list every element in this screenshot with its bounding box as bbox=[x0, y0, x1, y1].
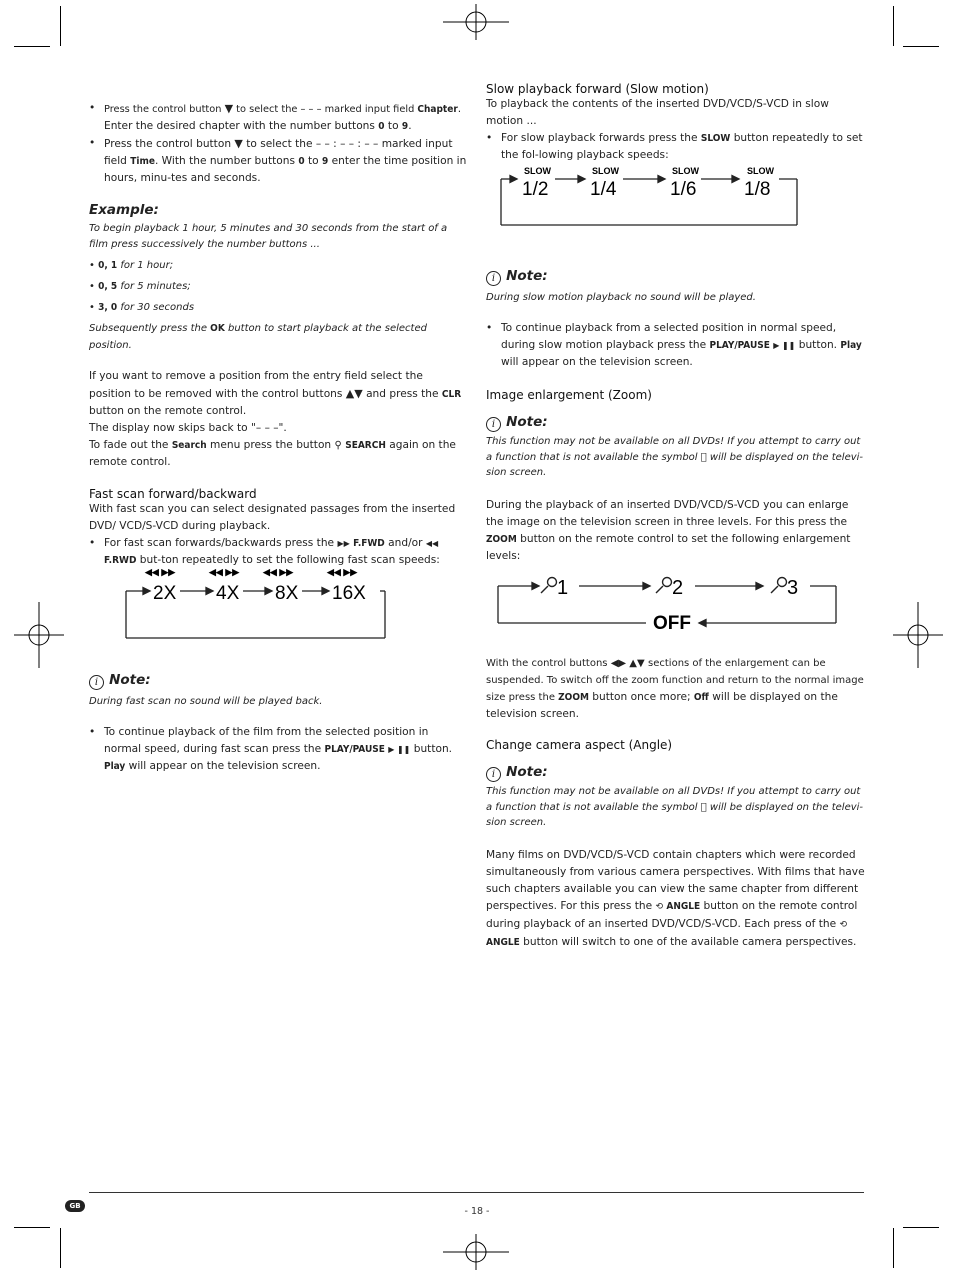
display-skips-text: The display now skips back to "– – –". bbox=[89, 422, 287, 434]
registration-mark-left bbox=[14, 602, 64, 668]
example-item: • 0, 5 for 5 minutes; bbox=[89, 281, 191, 292]
note-fast: i Note: bbox=[89, 669, 467, 690]
registration-mark-bottom bbox=[443, 1234, 509, 1270]
fast-scan-text: With fast scan you can select designated passages from the inserted DVD/ VCD/S-VCD during playback. bbox=[89, 503, 456, 532]
info-icon: i bbox=[486, 417, 501, 432]
fast-scan-heading: Fast scan forward/backward bbox=[89, 487, 257, 501]
fast-speed: 16X bbox=[332, 583, 366, 604]
slow-heading: Slow playback forward (Slow motion) bbox=[486, 82, 709, 96]
slow-label: SLOW bbox=[747, 166, 774, 176]
zoom-paragraph: During the playback of an inserted DVD/VCD/S-VCD you can enlarge the image on the television screen in three levels. For this press the ZOOM button on the remote control to set the following enlargement levels: bbox=[486, 498, 851, 562]
note-slow: i Note: bbox=[486, 265, 866, 286]
registration-mark-right bbox=[893, 602, 943, 668]
example-heading: Example: bbox=[89, 202, 159, 218]
right-column-mid bbox=[486, 265, 866, 565]
slow-diagram bbox=[495, 162, 805, 230]
magnifier-icon: ⚲ bbox=[334, 440, 342, 451]
slow-bullet: • For slow playback forwards press the SLOW button repeatedly to set the fol-lowing playback speeds: bbox=[486, 132, 863, 161]
fast-scan-icon: ◀◀ ▶▶ bbox=[327, 567, 358, 577]
registration-mark-top bbox=[443, 4, 509, 40]
control-paragraph: With the control buttons ◀▶ ▲▼ sections of the enlargement can be suspended. To switch off the zoom function and return to the normal image size press the ZOOM button once more; Off will be displayed on the television screen. bbox=[486, 658, 864, 720]
zoom-level: 3 bbox=[787, 577, 799, 599]
time-bullet: • Press the control button ▼ to select the – – : – – : – – marked input field Time. With the number buttons 0 to 9 enter the time position in hours, minu-tes and seconds. bbox=[89, 137, 467, 184]
chapter-bullet: • Press the control button ▼ to select the – – – marked input field Chapter. Enter the desired chapter with the number buttons 0 to 9. bbox=[89, 102, 462, 132]
fast-scan-icon: ◀◀ ▶▶ bbox=[145, 567, 176, 577]
info-icon: i bbox=[89, 675, 104, 690]
zoom-level: 1 bbox=[557, 577, 569, 599]
continue-fast-bullet: • To continue playback of the film from the selected position in normal speed, during fast scan press the PLAY/PAUSE ▶ ❚❚ button. Play will appear on the television screen. bbox=[89, 726, 453, 772]
zoom-heading: Image enlargement (Zoom) bbox=[486, 388, 652, 402]
example-item: • 0, 1 for 1 hour; bbox=[89, 260, 174, 271]
camera-icon: ⟲ bbox=[655, 901, 664, 912]
remove-paragraph: If you want to remove a position from the entry field select the position to be removed with the control buttons ▲▼ and press the CLR button on the remote control. bbox=[89, 370, 462, 417]
note-zoom: i Note: bbox=[486, 411, 866, 432]
up-down-triangles-icon: ▲▼ bbox=[345, 387, 363, 400]
zoom-level: 2 bbox=[672, 577, 684, 599]
slow-label: SLOW bbox=[524, 166, 551, 176]
note-zoom-text: This function may not be available on all DVDs! If you attempt to carry out a function that is not available the symbol will be displayed on the televi-sion screen. bbox=[486, 436, 864, 478]
subsequently-text: Subsequently press the OK button to start playback at the selected position. bbox=[89, 323, 427, 351]
info-icon: i bbox=[486, 767, 501, 782]
zoom-diagram bbox=[494, 572, 842, 636]
fast-speed: 2X bbox=[153, 583, 177, 604]
slow-speed: 1/6 bbox=[670, 179, 697, 200]
continue-slow-bullet: • To continue playback from a selected position in normal speed, during slow motion playback press the PLAY/PAUSE ▶ ❚❚ button. Play will appear on the television screen. bbox=[486, 322, 862, 368]
down-triangle-icon: ▼ bbox=[234, 137, 243, 150]
arrow-buttons-icon: ◀▶ ▲▼ bbox=[610, 658, 645, 669]
language-badge: GB bbox=[65, 1200, 85, 1212]
page-number: - 18 - bbox=[464, 1206, 490, 1217]
note-slow-text: During slow motion playback no sound will be played. bbox=[486, 292, 756, 303]
right-column bbox=[486, 82, 866, 164]
footer-rule bbox=[89, 1192, 864, 1193]
note-fast-text: During fast scan no sound will be played back. bbox=[89, 696, 323, 707]
zoom-icon bbox=[548, 578, 557, 587]
slow-label: SLOW bbox=[672, 166, 699, 176]
zoom-off: OFF bbox=[653, 613, 691, 634]
fast-scan-icon: ◀◀ ▶▶ bbox=[263, 567, 294, 577]
slow-label: SLOW bbox=[592, 166, 619, 176]
note-angle: i Note: bbox=[486, 761, 868, 782]
fast-scan-diagram bbox=[118, 562, 398, 644]
angle-heading: Change camera aspect (Angle) bbox=[486, 738, 673, 752]
slow-text: To playback the contents of the inserted DVD/VCD/S-VCD in slow motion ... bbox=[486, 98, 829, 127]
note-angle-text: This function may not be available on all DVDs! If you attempt to carry out a function that is not available the symbol will be displayed on the televi-sion screen. bbox=[486, 786, 864, 828]
left-column-lower bbox=[89, 669, 467, 775]
info-icon: i bbox=[486, 271, 501, 286]
slow-speed: 1/2 bbox=[522, 179, 549, 200]
example-text: To begin playback 1 hour, 5 minutes and 30 seconds from the start of a film press successively the number buttons ... bbox=[89, 223, 448, 250]
fast-speed: 8X bbox=[275, 583, 299, 604]
fast-scan-icon: ◀◀ ▶▶ bbox=[209, 567, 240, 577]
play-pause-icon: ▶ ❚❚ bbox=[388, 745, 411, 754]
zoom-icon bbox=[778, 578, 787, 587]
fast-forward-icon: ▶▶ bbox=[337, 539, 350, 548]
angle-paragraph: Many films on DVD/VCD/S-VCD contain chapters which were recorded simultaneously from various camera perspectives. With films that have such chapters available you can view the same chapter from different perspectives. For this press the ⟲ ANGLE button on the remote control during playback of an inserted DVD/VCD/S-VCD. Each press of the ⟲ ANGLE button will switch to one of the available camera perspectives. bbox=[486, 848, 865, 948]
slow-speed: 1/8 bbox=[744, 179, 771, 200]
fast-scan-bullet: • For fast scan forwards/backwards press the ▶▶ F.FWD and/or ◀◀ F.RWD but-ton repeatedly to set the following fast scan speeds: bbox=[89, 537, 440, 566]
right-column-lower bbox=[486, 655, 868, 951]
fade-out-text: To fade out the Search menu press the button ⚲ SEARCH again on the remote control. bbox=[89, 439, 456, 468]
left-column bbox=[89, 100, 467, 569]
rewind-icon: ◀◀ bbox=[425, 539, 439, 548]
play-pause-icon: ▶ ❚❚ bbox=[773, 341, 796, 350]
down-triangle-icon: ▼ bbox=[224, 102, 234, 115]
example-item: • 3, 0 for 30 seconds bbox=[89, 302, 195, 313]
fast-speed: 4X bbox=[216, 583, 240, 604]
camera-icon: ⟲ bbox=[839, 919, 847, 930]
zoom-icon bbox=[663, 578, 672, 587]
slow-speed: 1/4 bbox=[590, 179, 617, 200]
